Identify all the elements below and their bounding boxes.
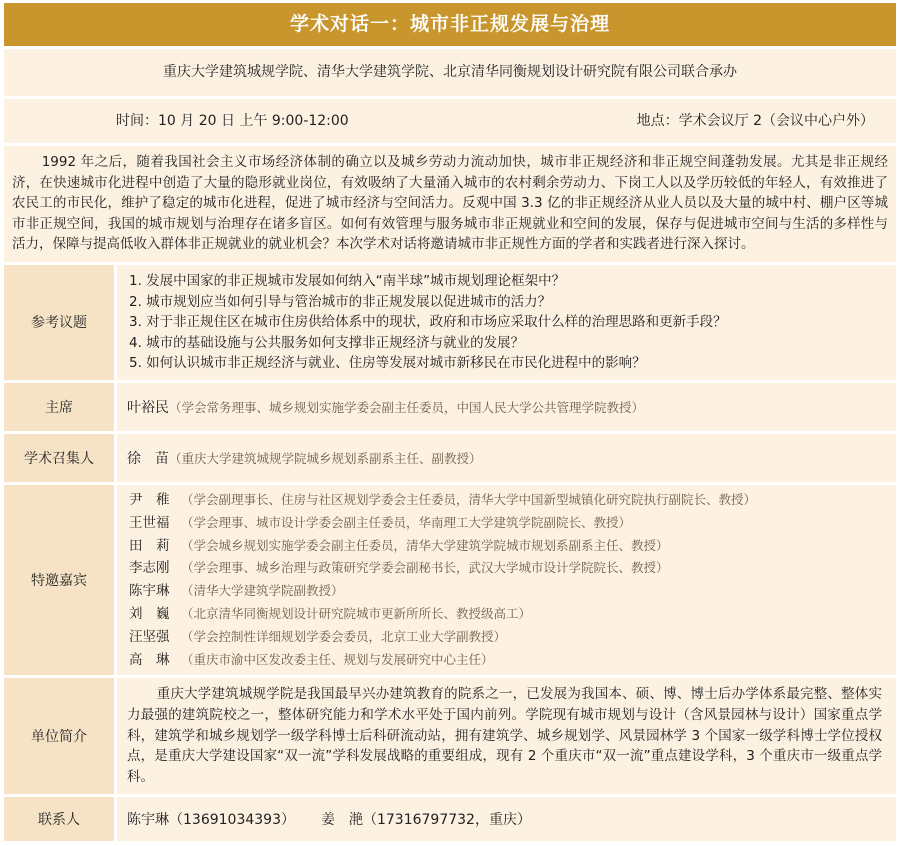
guest-item <box>129 580 884 603</box>
guest-name: 田 莉 <box>129 537 170 554</box>
chair-row <box>4 383 896 431</box>
organizer-text: 重庆大学建筑城规学院、清华大学建筑学院、北京清华同衡规划设计研究院有限公司联合承办 <box>4 49 896 96</box>
convener-name: 徐 苗 <box>127 450 169 467</box>
contact-cell <box>117 797 896 841</box>
guest-note: （清华大学建筑学院副教授） <box>181 583 344 599</box>
topics-list <box>117 265 896 380</box>
guest-item <box>129 626 884 649</box>
chair-cell <box>117 383 896 431</box>
page-title: 学术对话一：城市非正规发展与治理 <box>4 3 896 46</box>
guest-item <box>129 535 884 558</box>
topics-row <box>4 265 896 380</box>
guest-note: （学会理事、城市设计学委会副主任委员，华南理工大学建筑学院副院长、教授） <box>181 514 632 530</box>
unit-row <box>4 678 896 794</box>
intro-text: 1992 年之后，随着我国社会主义市场经济体制的确立以及城乡劳动力流动加快，城市非正规经济和非正规空间蓬勃发展。尤其是非正规经济，在快速城市化进程中创造了大量的隐形就业岗位，有效吸纳了大量涌入城市的农村剩余劳动力、下岗工人以及学历较低的年轻人，有效推进了农民工的市民化，维护了稳定的城市化进程，促进了城市经济与空间活力。反观中国 3.3 亿的非正规经济从业人员以及大量的城中村、棚户区等城市非正规空间，我国的城市规划与治理存在诸多盲区。如何有效管理与服务城市非正规就业和空间的发展，保存与促进城市空间与生活的多样性与活力，保障与提高低收入群体非正规就业的就业机会？本次学术对话将邀请城市非正规性方面的学者和实践者进行深入探讨。 <box>4 146 896 262</box>
guests-label: 特邀嘉宾 <box>4 485 114 675</box>
convener-row <box>4 434 896 482</box>
organizer-row <box>4 49 896 96</box>
intro-row <box>4 146 896 262</box>
guest-name: 汪坚强 <box>129 628 170 645</box>
unit-label: 单位简介 <box>4 678 114 794</box>
time-place-row <box>4 99 896 143</box>
guest-note: （北京清华同衡规划设计研究院城市更新所所长、教授级高工） <box>181 605 532 621</box>
guest-name: 王世福 <box>129 514 170 531</box>
guest-item <box>129 649 884 672</box>
topic-item: 5. 如何认识城市非正规经济与就业、住房等发展对城市新移民在市民化进程中的影响？ <box>129 355 646 372</box>
time-text: 时间：10 月 20 日 上午 9:00-12:00 <box>116 113 349 129</box>
guest-item <box>129 557 884 580</box>
convener-label: 学术召集人 <box>4 434 114 482</box>
guest-note: （学会控制性详细规划学委会委员，北京工业大学副教授） <box>181 628 507 644</box>
guest-note: （学会副理事长、住房与社区规划学委会主任委员，清华大学中国新型城镇化研究院执行副院长、教授） <box>181 491 757 507</box>
guest-name: 陈宇琳 <box>129 583 170 600</box>
time-place-cell <box>4 99 896 143</box>
guest-name: 高 琳 <box>129 651 170 668</box>
topic-item: 4. 城市的基础设施与公共服务如何支撑非正规经济与就业的发展？ <box>129 334 525 351</box>
contact-item: 陈宇琳（13691034393） <box>127 811 295 828</box>
guest-note: （学会城乡规划实施学委会副主任委员，清华大学建筑学院城市规划系副系主任、教授） <box>181 537 669 553</box>
chair-name: 叶裕民 <box>127 399 169 416</box>
guest-name: 李志刚 <box>129 560 170 577</box>
contact-item: 姜 滟（17316797732，重庆） <box>320 811 531 828</box>
guest-note: （重庆市渝中区发改委主任、规划与发展研究中心主任） <box>181 651 494 667</box>
guest-name: 尹 稚 <box>129 491 170 508</box>
chair-note: （学会常务理事、城乡规划实施学委会副主任委员，中国人民大学公共管理学院教授） <box>169 399 645 415</box>
guest-name: 刘 巍 <box>129 605 170 622</box>
topic-item: 2. 城市规划应当如何引导与管治城市的非正规发展以促进城市的活力？ <box>129 293 552 310</box>
unit-intro: 重庆大学建筑城规学院是我国最早兴办建筑教育的院系之一，已发展为我国本、硕、博、博士后办学体系最完整、整体实力最强的建筑院校之一，整体研究能力和学术水平处于国内前列。学院现有城市规划与设计（含风景园林与设计）国家重点学科，建筑学和城乡规划学一级学科博士后科研流动站，拥有建筑学、城乡规划学、风景园林学 3 个国家一级学科博士学位授权点，是重庆大学建设国家“双一流”学科发展战略的重要组成，现有 2 个重庆市“双一流”重点建设学科，3 个重庆市一级重点学科。 <box>117 678 896 794</box>
guest-note: （学会理事、城乡治理与政策研究学委会副秘书长，武汉大学城市设计学院院长、教授） <box>181 560 669 576</box>
event-sheet <box>4 3 896 844</box>
convener-cell <box>117 434 896 482</box>
contact-label: 联系人 <box>4 797 114 841</box>
guest-item <box>129 512 884 535</box>
guest-item <box>129 603 884 626</box>
topic-item: 3. 对于非正规住区在城市住房供给体系中的现状，政府和市场应采取什么样的治理思路和更新手段？ <box>129 314 727 331</box>
guests-list <box>117 485 896 675</box>
guest-item <box>129 489 884 512</box>
guests-row <box>4 485 896 675</box>
chair-label: 主席 <box>4 383 114 431</box>
topic-item: 1. 发展中国家的非正规城市发展如何纳入“南半球”城市规划理论框架中？ <box>129 272 566 289</box>
contact-row <box>4 797 896 841</box>
topics-label: 参考议题 <box>4 265 114 380</box>
place-text: 地点：学术会议厅 2（会议中心户外） <box>636 113 874 129</box>
convener-note: （重庆大学建筑城规学院城乡规划系副系主任、副教授） <box>169 450 482 466</box>
